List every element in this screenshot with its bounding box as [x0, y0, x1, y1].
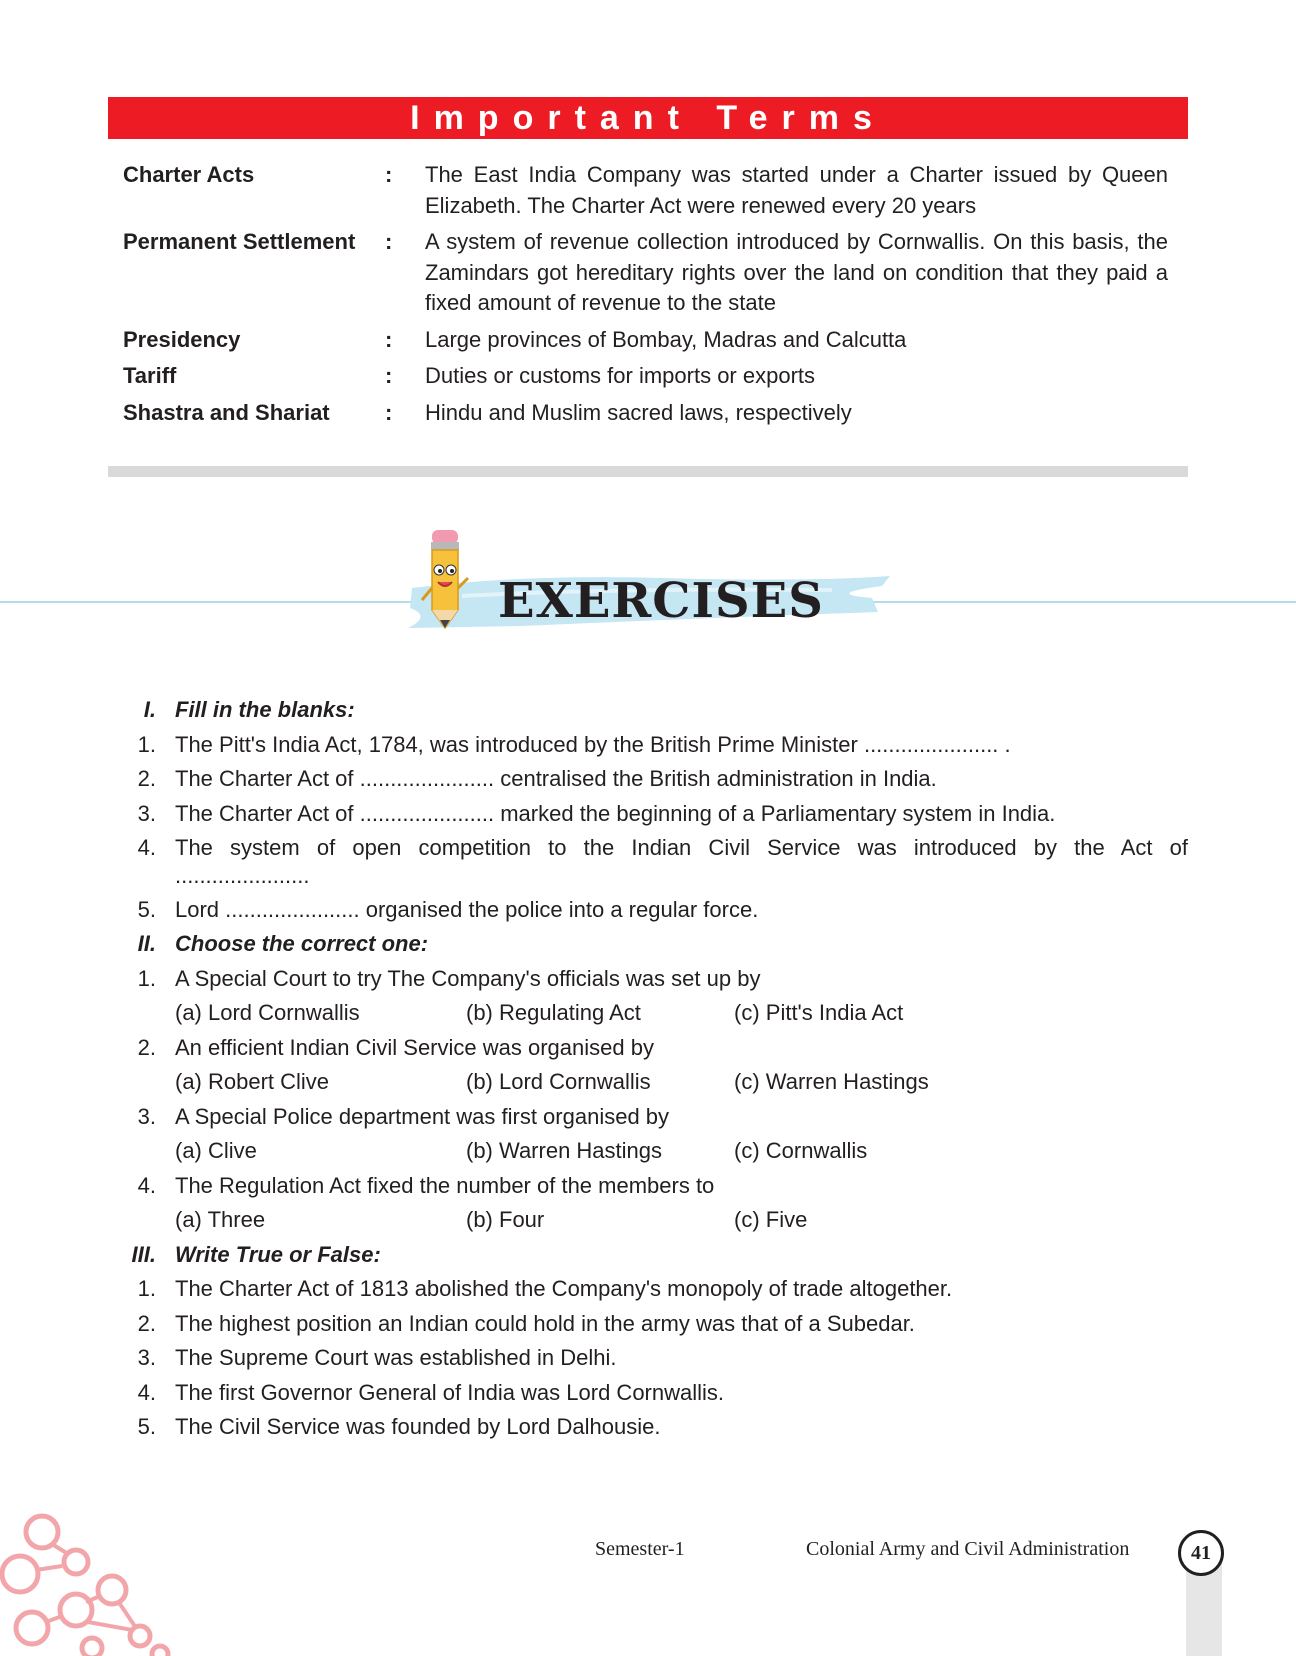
option-c: (c) Warren Hastings	[734, 1069, 929, 1094]
item-text: The Supreme Court was established in Delhi.	[175, 1345, 617, 1370]
item-text: The Charter Act of ...................... marked the beginning of a Parliamentary system in India.	[175, 800, 1056, 826]
list-item	[120, 797, 1188, 832]
option-c: (c) Five	[734, 1207, 808, 1232]
pencil-mascot-icon	[418, 528, 474, 632]
list-item	[120, 1307, 1188, 1342]
decorative-circles	[0, 1510, 180, 1656]
section-title: Write True or False:	[175, 1241, 381, 1267]
section-title: Choose the correct one:	[175, 931, 429, 956]
term-name: Shastra and Shariat	[123, 399, 330, 425]
term-name: Presidency	[123, 326, 241, 352]
list-item	[120, 1169, 1188, 1204]
term-colon: :	[385, 326, 393, 352]
options-row	[120, 1134, 1188, 1169]
section-number: I.	[143, 697, 156, 722]
item-text: Lord ...................... organised the police into a regular force.	[175, 896, 759, 922]
term-definition: Hindu and Muslim sacred laws, respectively	[425, 399, 852, 425]
section-title: Fill in the blanks:	[175, 697, 355, 722]
terms-list	[123, 160, 1168, 434]
term-row	[123, 325, 1168, 356]
item-text: The Civil Service was founded by Lord Dalhousie.	[175, 1414, 661, 1439]
section-number: III.	[131, 1241, 156, 1267]
option-a: (a) Robert Clive	[175, 1069, 330, 1094]
term-name: Permanent Settlement	[123, 229, 356, 254]
term-row	[123, 361, 1168, 392]
item-number: 2.	[137, 1310, 156, 1336]
options-row	[120, 1065, 1188, 1100]
term-colon: :	[385, 162, 393, 187]
term-definition: Large provinces of Bombay, Madras and Calcutta	[425, 326, 907, 352]
term-definition: Duties or customs for imports or exports	[425, 363, 816, 388]
exercises-body	[120, 693, 1188, 1445]
option-b: (b) Warren Hastings	[466, 1138, 663, 1163]
item-number: 5.	[137, 896, 156, 922]
term-colon: :	[385, 363, 393, 388]
option-b: (b) Four	[466, 1207, 545, 1232]
footer-semester: Semester-1	[595, 1538, 685, 1560]
option-b: (b) Regulating Act	[466, 1000, 641, 1025]
footer-chapter-title: Colonial Army and Civil Administration	[806, 1538, 1130, 1560]
item-text: An efficient Indian Civil Service was organised by	[175, 1034, 654, 1060]
item-number: 2.	[137, 1034, 156, 1060]
term-name: Charter Acts	[123, 162, 255, 187]
page-number: 41	[1178, 1530, 1224, 1576]
option-c: (c) Pitt's India Act	[734, 1000, 904, 1025]
section-heading	[120, 1238, 1188, 1273]
term-row	[123, 398, 1168, 429]
list-item	[120, 831, 1188, 866]
item-number: 4.	[137, 1172, 156, 1198]
item-text: A Special Police department was first organised by	[175, 1103, 670, 1129]
list-item	[120, 1100, 1188, 1135]
item-text: The Charter Act of ...................... centralised the British administration in India.	[175, 766, 937, 791]
list-item	[120, 893, 1188, 928]
term-colon: :	[385, 229, 393, 254]
item-number: 1.	[137, 731, 156, 757]
item-text: A Special Court to try The Company's officials was set up by	[175, 965, 761, 991]
term-definition: A system of revenue collection introduced by Cornwallis. On this basis, the Zamindars got hereditary rights over the land on condition that they paid a fixed amount of revenue to the state	[425, 229, 1168, 315]
item-number: 1.	[137, 1276, 156, 1301]
important-terms-banner: Important Terms	[108, 97, 1188, 139]
item-text: The Charter Act of 1813 abolished the Company's monopoly of trade altogether.	[175, 1276, 953, 1301]
list-item	[120, 1410, 1188, 1445]
section-divider	[108, 466, 1188, 477]
item-text-continued: ......................	[175, 862, 310, 888]
section-heading	[120, 927, 1188, 962]
option-a: (a) Three	[175, 1207, 266, 1232]
item-number: 1.	[137, 965, 156, 991]
term-definition: The East India Company was started under a Charter issued by Queen Elizabeth. The Charter Act were renewed every 20 years	[425, 162, 1168, 218]
options-row	[120, 996, 1188, 1031]
item-number: 4.	[137, 1379, 156, 1405]
list-item	[120, 1272, 1188, 1307]
exercises-heading: EXERCISES	[498, 573, 824, 629]
item-number: 4.	[137, 835, 156, 860]
options-row	[120, 1203, 1188, 1238]
item-number: 3.	[137, 800, 156, 826]
list-item	[120, 1031, 1188, 1066]
item-number: 5.	[137, 1414, 156, 1439]
item-number: 2.	[137, 766, 156, 791]
term-row	[123, 160, 1168, 221]
option-b: (b) Lord Cornwallis	[466, 1069, 651, 1094]
option-a: (a) Lord Cornwallis	[175, 1000, 360, 1025]
item-text: The system of open competition to the Indian Civil Service was introduced by the Act of	[175, 835, 1188, 860]
list-item	[120, 1341, 1188, 1376]
item-number: 3.	[137, 1345, 156, 1370]
item-text: The Pitt's India Act, 1784, was introduced by the British Prime Minister ...................... .	[175, 731, 1011, 757]
item-text: The first Governor General of India was Lord Cornwallis.	[175, 1379, 725, 1405]
option-a: (a) Clive	[175, 1138, 257, 1163]
list-item	[120, 962, 1188, 997]
item-number: 3.	[137, 1103, 156, 1129]
term-row	[123, 227, 1168, 319]
item-text: The Regulation Act fixed the number of the members to	[175, 1172, 715, 1198]
list-item-continuation	[120, 862, 1188, 893]
section-heading	[120, 693, 1188, 728]
section-number: II.	[137, 931, 156, 956]
item-text: The highest position an Indian could hold in the army was that of a Subedar.	[175, 1310, 915, 1336]
list-item	[120, 762, 1188, 797]
option-c: (c) Cornwallis	[734, 1138, 868, 1163]
term-name: Tariff	[123, 363, 177, 388]
term-colon: :	[385, 399, 393, 425]
list-item	[120, 1376, 1188, 1411]
list-item	[120, 728, 1188, 763]
